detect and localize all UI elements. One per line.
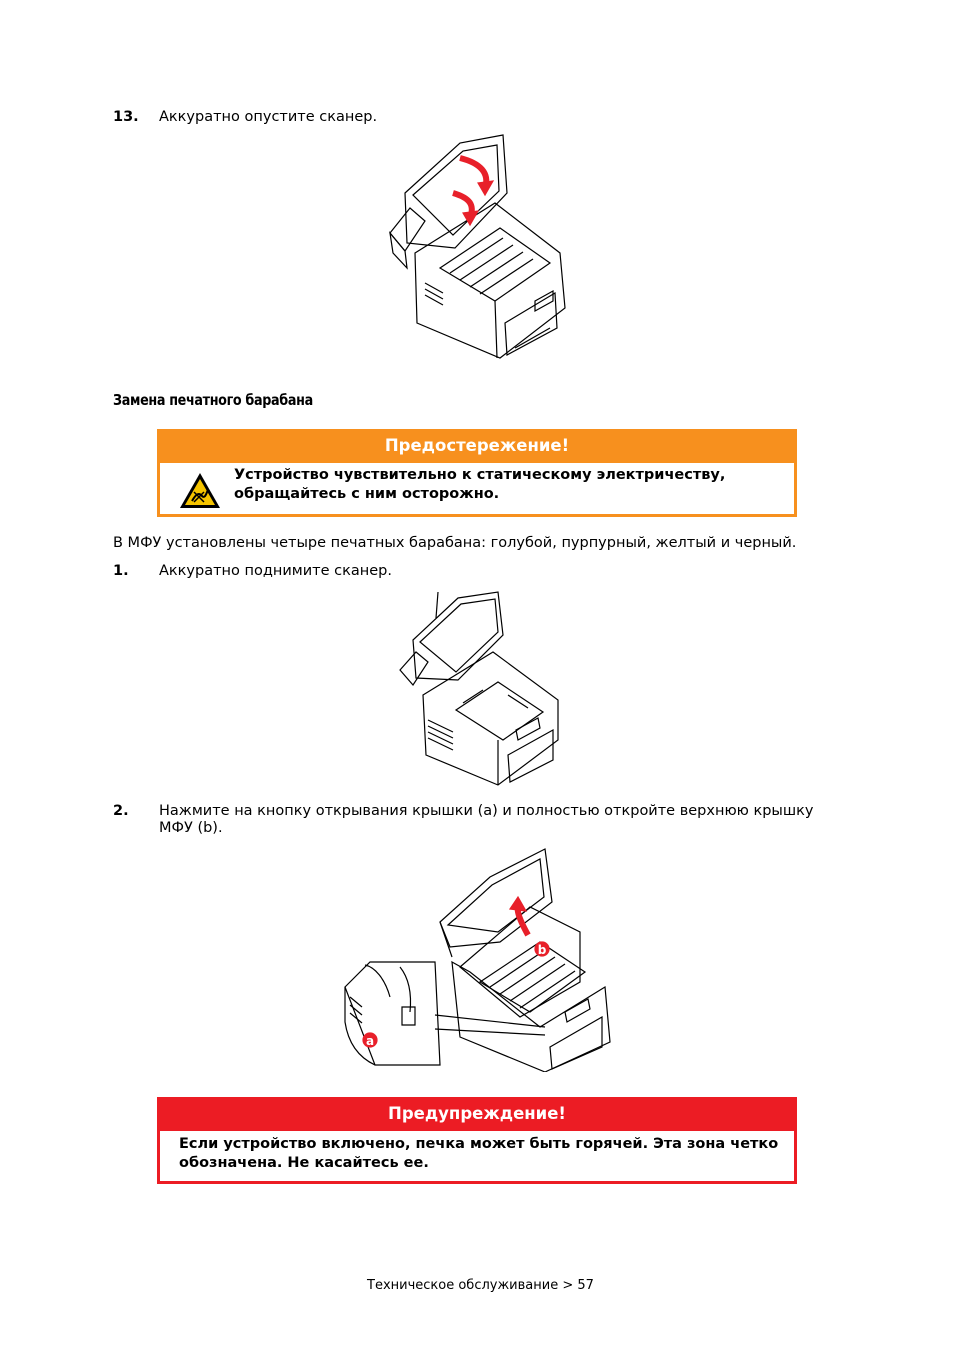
printer-lower-scanner-figure	[385, 133, 575, 365]
step-2-number: 2.	[113, 803, 129, 819]
caution-body	[160, 463, 794, 514]
caution-title: Предостережение!	[384, 436, 570, 455]
section-title: Замена печатного барабана	[113, 391, 313, 409]
step-2-text: Нажмите на кнопку открывания крышки (a) и полностью откройте верхнюю крышку МФУ (b).	[159, 803, 814, 836]
step-1-text: Аккуратно поднимите сканер.	[159, 563, 392, 579]
printer-open-cover-figure	[340, 847, 620, 1072]
caution-text: Устройство чувствительно к статическому электричеству, обращайтесь с ним осторожно.	[234, 467, 726, 502]
step-1-number: 1.	[113, 563, 129, 579]
label-b: b	[537, 943, 547, 957]
page-footer: Техническое обслуживание > 57	[367, 1278, 594, 1293]
step-13-number: 13.	[113, 109, 139, 125]
warning-box	[157, 1097, 797, 1184]
step-13-text: Аккуратно опустите сканер.	[159, 109, 378, 125]
caution-box	[157, 429, 797, 517]
intro-paragraph: В МФУ установлены четыре печатных барабана: голубой, пурпурный, желтый и черный.	[113, 535, 797, 551]
printer-raise-scanner-figure	[398, 590, 563, 790]
warning-title: Предупреждение!	[388, 1104, 566, 1123]
esd-warning-icon	[179, 472, 221, 509]
warning-text: Если устройство включено, печка может быть горячей. Эта зона четко обозначена. Не касайтесь ее.	[179, 1136, 779, 1171]
warning-body	[160, 1131, 794, 1181]
label-a: a	[365, 1034, 375, 1048]
